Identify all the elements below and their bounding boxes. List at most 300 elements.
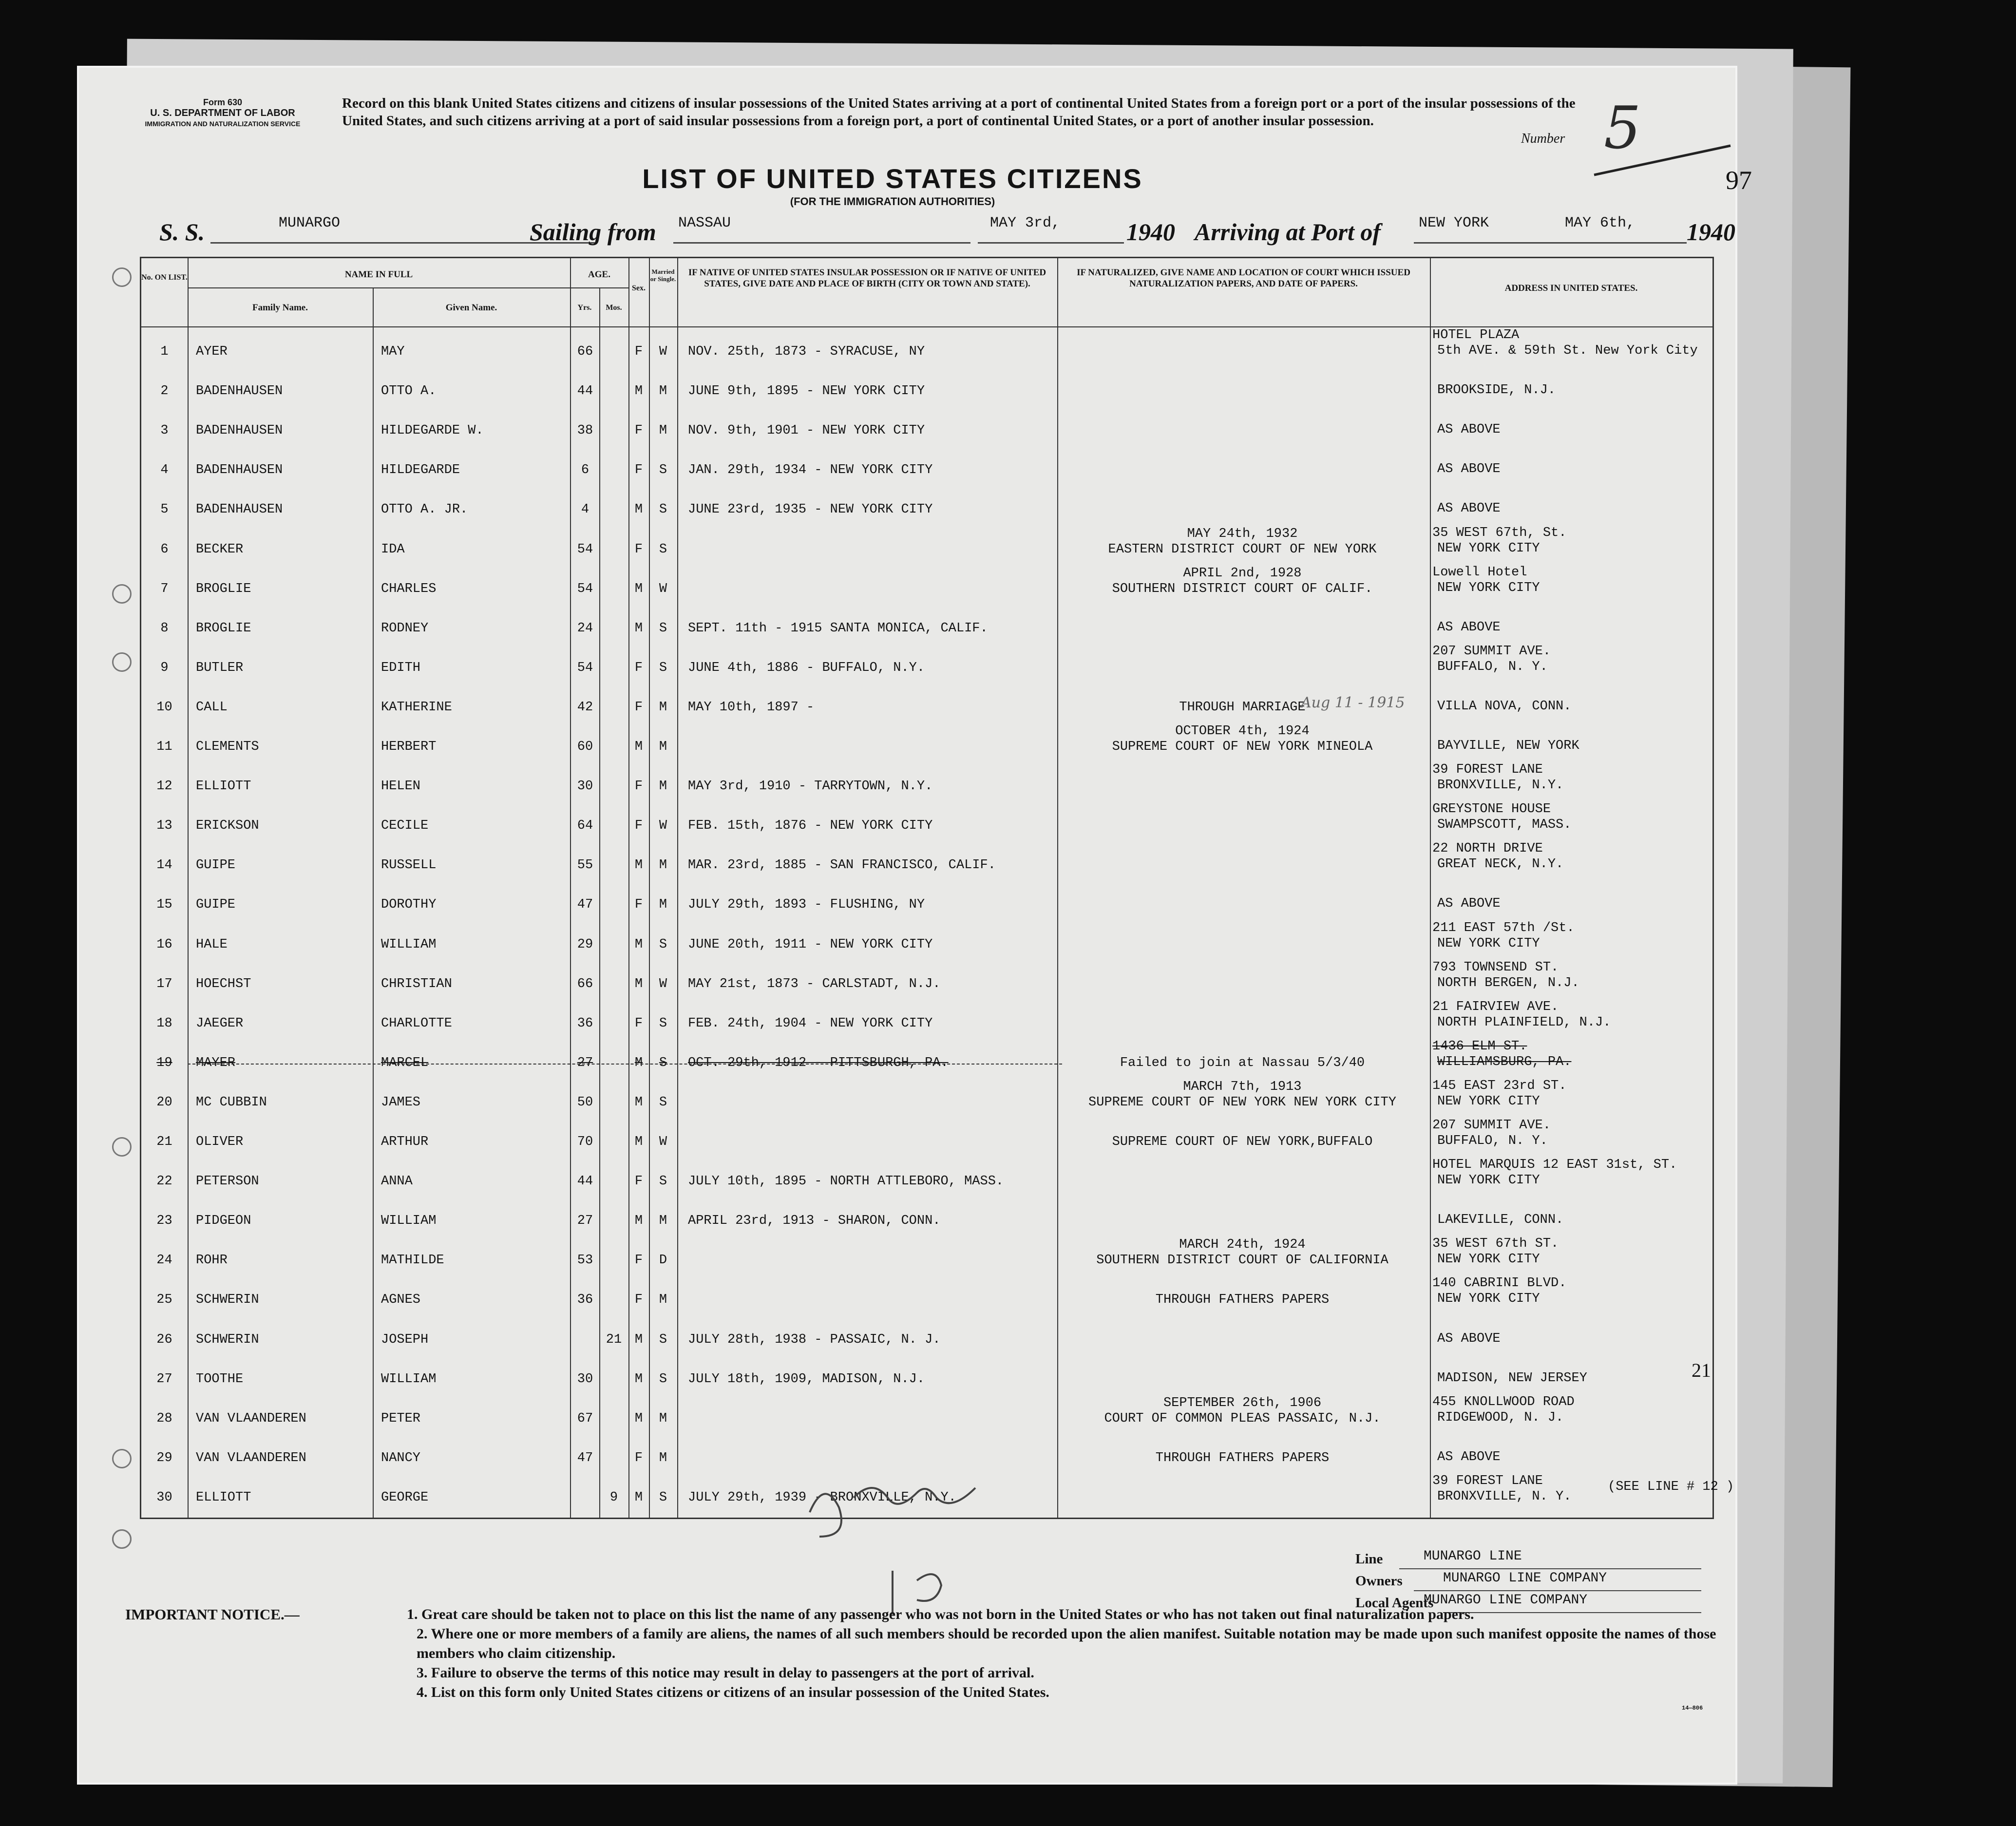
cell-birth: FEB. 15th, 1876 - NEW YORK CITY — [688, 818, 933, 834]
cell-given: JAMES — [381, 1095, 421, 1110]
cell-given: PETER — [381, 1411, 421, 1426]
cell-sex: M — [634, 1055, 643, 1070]
cell-address-line2: AS ABOVE — [1437, 896, 1501, 912]
cell-address-line2: MADISON, NEW JERSEY — [1437, 1370, 1587, 1386]
cell-nat2: THROUGH FATHERS PAPERS — [1155, 1450, 1330, 1465]
cell-ms: M — [659, 423, 667, 438]
record-instructions: Record on this blank United States citizens and citizens of insular possessions of the United States arriving at a port of continental United States from a foreign port or a port of the insular possessions of the United States, and such citizens arriving at a port of said insular possessions from a foreign port, a port of continental United States, or a port of another insular possession. — [342, 95, 1576, 129]
cell-birth: JULY 10th, 1895 - NORTH ATTLEBORO, MASS. — [688, 1174, 1004, 1189]
cell-given: WILLIAM — [381, 1214, 437, 1229]
cell-birth: OCT. 29th, 1912 - PITTSBURGH, PA. — [688, 1055, 949, 1070]
cell-address-line2: VILLA NOVA, CONN. — [1437, 699, 1572, 714]
table-row — [141, 694, 1712, 720]
cell-given: CECILE — [381, 818, 429, 834]
cell-sex: F — [634, 463, 643, 478]
table-row — [141, 762, 1712, 799]
cell-sex: F — [634, 542, 643, 557]
cell-birth: JUNE 9th, 1895 - NEW YORK CITY — [688, 384, 925, 399]
cell-sex: F — [634, 818, 643, 834]
cell-no: 19 — [156, 1055, 172, 1070]
page-subtitle: (FOR THE IMMIGRATION AUTHORITIES) — [790, 195, 995, 208]
cell-address-line2: AS ABOVE — [1437, 462, 1501, 477]
cell-birth: MAY 3rd, 1910 - TARRYTOWN, N.Y. — [688, 779, 933, 794]
cell-sex: M — [634, 1135, 643, 1149]
cell-family: MC CUBBIN — [196, 1095, 267, 1110]
table-row — [141, 1236, 1712, 1273]
cell-ms: S — [659, 621, 667, 636]
cell-address-line1: 207 SUMMIT AVE. — [1432, 644, 1551, 659]
cell-family: SCHWERIN — [196, 1332, 259, 1347]
cell-sex: F — [634, 660, 643, 675]
cell-family: ELLIOTT — [196, 779, 251, 794]
cell-no: 16 — [156, 937, 172, 952]
cell-given: RODNEY — [381, 621, 429, 636]
cell-ms: W — [659, 344, 667, 359]
table-row — [141, 960, 1712, 996]
cell-given: JOSEPH — [381, 1332, 429, 1347]
header-naturalized: IF NATURALIZED, GIVE NAME AND LOCATION OF COURT WHICH ISSUED NATURALIZATION PAPERS, AND DATE OF PAPERS. — [1077, 267, 1410, 289]
cell-birth: MAY 10th, 1897 - — [688, 700, 815, 715]
table-row — [141, 841, 1712, 877]
cell-yrs: 55 — [577, 858, 593, 873]
cell-birth: JAN. 29th, 1934 - NEW YORK CITY — [688, 463, 933, 478]
table-row — [141, 423, 1712, 443]
cell-address-line2: GREAT NECK, N.Y. — [1437, 857, 1564, 872]
cell-no: 7 — [160, 581, 169, 596]
cell-family: ELLIOTT — [196, 1490, 251, 1505]
cell-address-line1: 793 TOWNSEND ST. — [1432, 960, 1559, 975]
cell-yrs: 60 — [577, 740, 593, 754]
cell-given: WILLIAM — [381, 937, 437, 952]
cell-sex: F — [634, 1293, 643, 1308]
cell-yrs: 50 — [577, 1095, 593, 1110]
cell-sex: M — [634, 621, 643, 636]
cell-birth: JUNE 23rd, 1935 - NEW YORK CITY — [688, 502, 933, 517]
cell-given: OTTO A. JR. — [381, 502, 468, 517]
cell-no: 11 — [156, 740, 172, 754]
cell-naturalization-date: MARCH 24th, 1924 — [1179, 1237, 1306, 1253]
cell-naturalization-date: APRIL 2nd, 1928 — [1183, 566, 1302, 581]
cell-address-line2: NEW YORK CITY — [1437, 580, 1540, 595]
cell-address-line2: NEW YORK CITY — [1437, 1173, 1540, 1188]
header-years: Yrs. — [577, 304, 592, 312]
address-note: (SEE LINE # 12 ) — [1608, 1479, 1734, 1494]
header-family-name: Family Name. — [252, 303, 308, 313]
cell-ms: S — [659, 660, 667, 675]
cell-no: 26 — [156, 1332, 172, 1347]
cell-given: DOROTHY — [381, 897, 437, 913]
cell-sex: M — [634, 1371, 643, 1387]
cell-address-line1: 145 EAST 23rd ST. — [1432, 1078, 1567, 1093]
cell-address-line2: BUFFALO, N. Y. — [1437, 659, 1548, 674]
cell-nat2: SUPREME COURT OF NEW YORK,BUFFALO — [1112, 1135, 1373, 1149]
cell-family: BROGLIE — [196, 581, 251, 596]
cell-address-line2: WILLIAMSBURG, PA. — [1437, 1054, 1572, 1069]
table-row — [141, 897, 1712, 917]
cell-given: MAY — [381, 344, 405, 359]
page-number: 97 — [1726, 166, 1752, 195]
cell-address-line2: BROOKSIDE, N.J. — [1437, 383, 1556, 398]
cell-yrs: 36 — [577, 1016, 593, 1031]
handwritten-date: Aug 11 - 1915 — [1301, 694, 1405, 711]
cell-given: WILLIAM — [381, 1371, 437, 1387]
cell-no: 17 — [156, 976, 172, 991]
cell-given: HELEN — [381, 779, 421, 794]
cell-ms: M — [659, 779, 667, 794]
cell-birth: JUNE 20th, 1911 - NEW YORK CITY — [688, 937, 933, 952]
table-row — [141, 1078, 1712, 1115]
cell-given: AGNES — [381, 1293, 421, 1308]
cell-sex: F — [634, 700, 643, 715]
cell-sex: F — [634, 779, 643, 794]
cell-birth: MAR. 23rd, 1885 - SAN FRANCISCO, CALIF. — [688, 858, 996, 873]
header-address: ADDRESS IN UNITED STATES. — [1504, 283, 1638, 293]
cell-address-line2: NEW YORK CITY — [1437, 936, 1540, 951]
local-agents-label: Local Agents — [1355, 1595, 1434, 1611]
cell-nat2: EASTERN DISTRICT COURT OF NEW YORK — [1108, 542, 1377, 557]
cell-yrs: 38 — [577, 423, 593, 438]
cell-ms: M — [659, 1411, 667, 1426]
form-code: 14—806 — [1682, 1705, 1703, 1712]
cell-sex: F — [634, 1016, 643, 1031]
header-sex: Sex. — [632, 284, 646, 292]
table-row — [141, 724, 1712, 759]
cell-family: BADENHAUSEN — [196, 463, 283, 478]
cell-family: VAN VLAANDEREN — [196, 1450, 306, 1465]
cell-birth: FEB. 24th, 1904 - NEW YORK CITY — [688, 1016, 933, 1031]
manifest-page — [77, 66, 1752, 1785]
cell-ms: W — [659, 1135, 667, 1149]
cell-naturalization-date: SEPTEMBER 26th, 1906 — [1163, 1395, 1322, 1410]
cell-family: BECKER — [196, 542, 244, 557]
cell-address-line1: 211 EAST 57th /St. — [1432, 920, 1575, 935]
cell-address-line1: 21 FAIRVIEW AVE. — [1432, 999, 1559, 1014]
cell-ms: W — [659, 818, 667, 834]
cell-no: 4 — [160, 463, 169, 478]
arrival-port: NEW YORK — [1419, 215, 1489, 231]
header-no: No. ON LIST. — [141, 273, 188, 282]
header-given-name: Given Name. — [445, 303, 497, 313]
cell-no: 1 — [160, 344, 169, 359]
cell-ms: D — [659, 1253, 667, 1268]
cell-ms: S — [659, 1095, 667, 1110]
cell-family: AYER — [196, 344, 228, 359]
cell-sex: M — [634, 740, 643, 754]
cell-family: HALE — [196, 937, 228, 952]
cell-nat2: Failed to join at Nassau 5/3/40 — [1120, 1055, 1365, 1070]
cell-no: 8 — [160, 621, 169, 636]
cell-given: IDA — [381, 542, 405, 557]
table-row — [141, 1332, 1712, 1352]
cell-no: 9 — [160, 660, 169, 675]
cell-address-line1: HOTEL PLAZA — [1432, 328, 1520, 342]
departure-date: MAY 3rd, — [990, 215, 1061, 231]
cell-naturalization-date: MARCH 7th, 1913 — [1183, 1079, 1302, 1094]
header-age: AGE. — [588, 269, 610, 280]
notice-item: 1. Great care should be taken not to place on this list the name of any passenger who was not born in the United States or who has not taken out final naturalization papers. — [407, 1606, 1474, 1622]
cell-family: PETERSON — [196, 1174, 259, 1189]
number-slash-mark — [1589, 141, 1735, 180]
cell-no: 14 — [156, 858, 172, 873]
cell-address-line2: BRONXVILLE, N. Y. — [1437, 1489, 1572, 1504]
cell-address-line2: RIDGEWOOD, N. J. — [1437, 1410, 1564, 1425]
cell-nat2: COURT OF COMMON PLEAS PASSAIC, N.J. — [1104, 1411, 1381, 1426]
cell-given: CHRISTIAN — [381, 976, 452, 991]
owners-value: MUNARGO LINE COMPANY — [1443, 1571, 1607, 1586]
cell-no: 24 — [156, 1253, 172, 1268]
cell-ms: S — [659, 1332, 667, 1347]
cell-sex: M — [634, 1214, 643, 1229]
cell-given: CHARLES — [381, 581, 437, 596]
cell-no: 2 — [160, 384, 169, 399]
arrival-year: 1940 — [1687, 218, 1735, 246]
cell-family: BROGLIE — [196, 621, 251, 636]
cell-family: OLIVER — [196, 1135, 244, 1149]
cell-birth: MAY 21st, 1873 - CARLSTADT, N.J. — [688, 976, 941, 991]
table-row — [141, 644, 1712, 680]
cell-family: CLEMENTS — [196, 740, 259, 754]
form-identifier — [142, 97, 303, 129]
binder-hole — [112, 1529, 132, 1549]
notice-item: 2. Where one or more members of a family are aliens, the names of all such members should be recorded upon the alien manifest. Suitable notation may be made upon such manifest opposite the names of those members who claim citizenship. — [417, 1626, 1716, 1661]
cell-address-line1: HOTEL MARQUIS 12 EAST 31st, ST. — [1432, 1158, 1677, 1173]
cell-mos: 9 — [609, 1490, 618, 1505]
department-name: U. S. DEPARTMENT OF LABOR — [150, 108, 295, 118]
cell-sex: M — [634, 1095, 643, 1110]
cell-ms: W — [659, 976, 667, 991]
cell-family: PIDGEON — [196, 1214, 251, 1229]
cell-address-line2: NEW YORK CITY — [1437, 541, 1540, 556]
cell-nat2: SOUTHERN DISTRICT COURT OF CALIFORNIA — [1096, 1253, 1388, 1268]
cell-ms: S — [659, 542, 667, 557]
cell-sex: M — [634, 1490, 643, 1505]
cell-nat2: SUPREME COURT OF NEW YORK MINEOLA — [1112, 740, 1373, 754]
cell-naturalization-date: MAY 24th, 1932 — [1187, 526, 1298, 541]
cell-sex: M — [634, 858, 643, 873]
sailing-from-label: Sailing from — [530, 218, 656, 246]
cell-birth: APRIL 23rd, 1913 - SHARON, CONN. — [688, 1214, 941, 1229]
binder-hole — [112, 652, 132, 672]
cell-given: RUSSELL — [381, 858, 437, 873]
cell-family: ERICKSON — [196, 818, 259, 834]
cell-sex: F — [634, 1450, 643, 1465]
cell-address-line2: AS ABOVE — [1437, 501, 1501, 516]
cell-given: KATHERINE — [381, 700, 452, 715]
cell-no: 13 — [156, 818, 172, 834]
table-row — [141, 384, 1712, 403]
cell-ms: M — [659, 897, 667, 913]
cell-address-line2: 5th AVE. & 59th St. New York City — [1437, 343, 1698, 358]
cell-no: 12 — [156, 779, 172, 794]
cell-nat2: THROUGH MARRIAGE — [1179, 700, 1306, 715]
cell-family: GUIPE — [196, 897, 236, 913]
cell-no: 21 — [156, 1135, 172, 1149]
cell-no: 27 — [156, 1371, 172, 1387]
cell-yrs: 42 — [577, 700, 593, 715]
cell-ms: S — [659, 1371, 667, 1387]
cell-address-line1: 207 SUMMIT AVE. — [1432, 1118, 1551, 1133]
cell-no: 6 — [160, 542, 169, 557]
cell-nat2: SUPREME COURT OF NEW YORK NEW YORK CITY — [1088, 1095, 1396, 1110]
local-agents-value: MUNARGO LINE COMPANY — [1424, 1593, 1588, 1608]
margin-annotation: 21 — [1692, 1359, 1711, 1381]
cell-yrs: 66 — [577, 976, 593, 991]
header-married-single: Married or Single. — [650, 268, 676, 283]
table-row — [141, 621, 1712, 641]
service-name: IMMIGRATION AND NATURALIZATION SERVICE — [145, 120, 301, 128]
table-row — [141, 463, 1712, 482]
cell-nat2: SOUTHERN DISTRICT COURT OF CALIF. — [1112, 581, 1373, 596]
cell-ms: M — [659, 384, 667, 399]
cell-yrs: 54 — [577, 660, 593, 675]
cell-ms: S — [659, 937, 667, 952]
cell-family: JAEGER — [196, 1016, 244, 1031]
cell-address-line1: 35 WEST 67th, St. — [1432, 525, 1567, 540]
cell-yrs: 53 — [577, 1253, 593, 1268]
cell-ms: M — [659, 1214, 667, 1229]
cell-no: 30 — [156, 1490, 172, 1505]
cell-ms: M — [659, 1293, 667, 1308]
cell-address-line1: 39 FOREST LANE — [1432, 762, 1543, 778]
cell-birth: JULY 18th, 1909, MADISON, N.J. — [688, 1371, 925, 1387]
cell-given: ARTHUR — [381, 1135, 429, 1149]
table-row — [141, 502, 1712, 522]
table-row — [141, 525, 1712, 562]
cell-sex: M — [634, 937, 643, 952]
cell-no: 28 — [156, 1411, 172, 1426]
line-value: MUNARGO LINE — [1424, 1549, 1522, 1564]
cell-yrs: 47 — [577, 1450, 593, 1465]
binder-hole — [112, 1449, 132, 1468]
binder-hole — [112, 584, 132, 604]
table-row — [141, 1118, 1712, 1154]
cell-address-line1: 455 KNOLLWOOD ROAD — [1432, 1394, 1575, 1409]
cell-no: 5 — [160, 502, 169, 517]
cell-mos: 21 — [606, 1332, 622, 1347]
table-row — [141, 802, 1712, 838]
cell-yrs: 47 — [577, 897, 593, 913]
cell-ms: S — [659, 1016, 667, 1031]
strikethrough-line — [188, 1064, 1062, 1065]
cell-no: 22 — [156, 1174, 172, 1189]
table-row — [141, 1214, 1712, 1233]
cell-yrs: 27 — [577, 1214, 593, 1229]
cell-yrs: 36 — [577, 1293, 593, 1308]
cell-no: 23 — [156, 1214, 172, 1229]
notice-heading: IMPORTANT NOTICE.— — [125, 1606, 300, 1623]
cell-given: MARCEL — [381, 1055, 429, 1070]
cell-yrs: 64 — [577, 818, 593, 834]
cell-ms: S — [659, 1055, 667, 1070]
cell-yrs: 70 — [577, 1135, 593, 1149]
cell-address-line1: 22 NORTH DRIVE — [1432, 841, 1543, 856]
cell-nat2: THROUGH FATHERS PAPERS — [1155, 1293, 1330, 1308]
table-row — [141, 328, 1712, 364]
cell-address-line2: NEW YORK CITY — [1437, 1094, 1540, 1109]
cell-yrs: 54 — [577, 542, 593, 557]
cell-address-line2: BRONXVILLE, N.Y. — [1437, 778, 1564, 793]
cell-no: 10 — [156, 700, 172, 715]
ship-details — [79, 213, 1735, 252]
cell-given: HILDEGARDE W. — [381, 423, 484, 438]
cell-sex: F — [634, 423, 643, 438]
cell-given: NANCY — [381, 1450, 421, 1465]
cell-yrs: 30 — [577, 1371, 593, 1387]
cell-birth: NOV. 25th, 1873 - SYRACUSE, NY — [688, 344, 925, 359]
table-row — [141, 1451, 1712, 1470]
page-title: LIST OF UNITED STATES CITIZENS — [642, 163, 1143, 194]
cell-ms: S — [659, 502, 667, 517]
cell-no: 3 — [160, 423, 169, 438]
cell-birth: SEPT. 11th - 1915 SANTA MONICA, CALIF. — [688, 621, 988, 636]
cell-family: MAYER — [196, 1055, 236, 1070]
cell-address-line2: BAYVILLE, NEW YORK — [1437, 739, 1579, 753]
table-row — [141, 1276, 1712, 1312]
cell-address-line1: Lowell Hotel — [1432, 565, 1527, 580]
handwritten-initials — [800, 1473, 1112, 1619]
cell-address-line2: AS ABOVE — [1437, 620, 1501, 635]
ship-name: MUNARGO — [279, 215, 341, 231]
cell-family: GUIPE — [196, 858, 236, 873]
cell-sex: M — [634, 581, 643, 596]
cell-yrs: 67 — [577, 1411, 593, 1426]
cell-address-line1: 39 FOREST LANE — [1432, 1473, 1543, 1488]
cell-sex: M — [634, 976, 643, 991]
cell-sex: M — [634, 1332, 643, 1347]
form-number: Form 630 — [203, 97, 243, 107]
cell-address-line1: GREYSTONE HOUSE — [1432, 802, 1551, 817]
cell-yrs: 54 — [577, 581, 593, 596]
cell-address-line2: BUFFALO, N. Y. — [1437, 1134, 1548, 1148]
cell-given: HILDEGARDE — [381, 463, 460, 478]
header-name-in-full: NAME IN FULL — [344, 269, 413, 280]
cell-ms: M — [659, 858, 667, 873]
table-row — [141, 1394, 1712, 1431]
arriving-label: Arriving at Port of — [1195, 218, 1381, 246]
cell-birth: JULY 29th, 1939 - BRONXVILLE, N.Y. — [688, 1490, 956, 1505]
departure-port: NASSAU — [678, 215, 731, 231]
cell-family: BUTLER — [196, 660, 244, 675]
cell-given: CHARLOTTE — [381, 1016, 452, 1031]
cell-address-line2: NEW YORK CITY — [1437, 1252, 1540, 1267]
cell-given: EDITH — [381, 660, 421, 675]
cell-no: 15 — [156, 897, 172, 913]
cell-address-line1: 35 WEST 67th ST. — [1432, 1236, 1559, 1252]
cell-family: ROHR — [196, 1253, 228, 1268]
cell-address-line2: NORTH PLAINFIELD, N.J. — [1437, 1015, 1611, 1030]
arrival-date: MAY 6th, — [1565, 215, 1636, 231]
cell-family: CALL — [196, 700, 228, 715]
cell-sex: F — [634, 897, 643, 913]
cell-given: OTTO A. — [381, 384, 437, 399]
cell-yrs: 44 — [577, 384, 593, 399]
cell-address-line2: NORTH BERGEN, N.J. — [1437, 975, 1579, 990]
table-row — [141, 999, 1712, 1036]
cell-ms: M — [659, 1450, 667, 1465]
table-row — [141, 1158, 1712, 1194]
cell-yrs: 6 — [581, 463, 590, 478]
cell-address-line2: AS ABOVE — [1437, 1449, 1501, 1465]
cell-yrs: 44 — [577, 1174, 593, 1189]
cell-family: BADENHAUSEN — [196, 384, 283, 399]
cell-address-line2: AS ABOVE — [1437, 422, 1501, 437]
cell-sex: M — [634, 1411, 643, 1426]
cell-ms: S — [659, 1490, 667, 1505]
table-row — [141, 1039, 1712, 1075]
cell-ms: M — [659, 700, 667, 715]
cell-given: ANNA — [381, 1174, 413, 1189]
cell-no: 20 — [156, 1095, 172, 1110]
